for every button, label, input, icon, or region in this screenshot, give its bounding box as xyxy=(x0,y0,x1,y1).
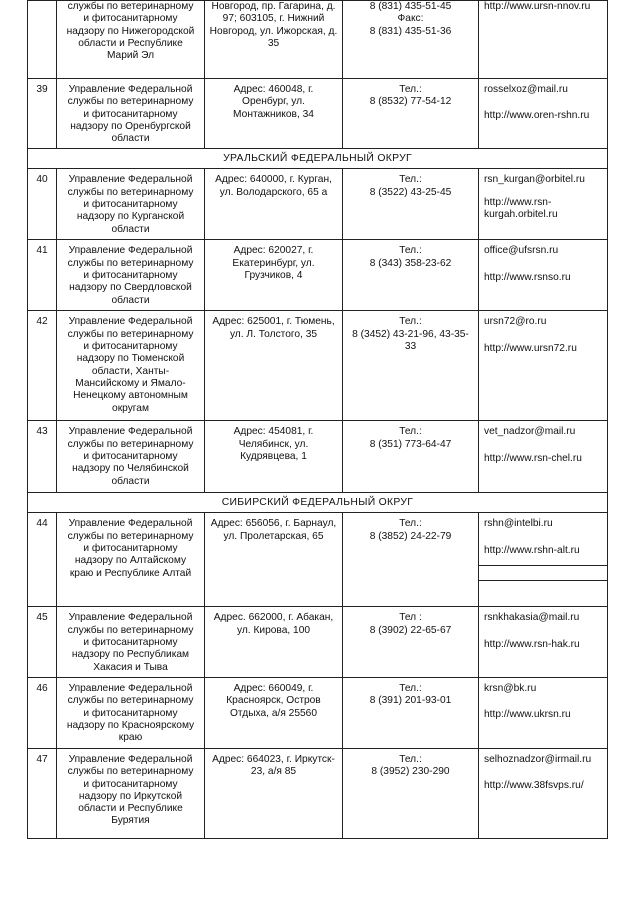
address-cell: Адрес: 664023, г. Иркутск- 23, а/я 85 xyxy=(205,748,343,838)
website-link[interactable]: http://www.rsnso.ru xyxy=(484,271,571,283)
phone-cell: Тел.: 8 (343) 358-23-62 xyxy=(343,240,479,311)
table-row xyxy=(28,311,608,421)
website-link[interactable]: http://www.38fsvps.ru/ xyxy=(484,780,584,792)
table-row xyxy=(28,421,608,493)
org-name-cell: Управление Федеральной службы по ветеринарному и фитосанитарному надзору по Свердловской области xyxy=(57,240,205,311)
website-link[interactable]: http://www.rshn-alt.ru xyxy=(484,544,580,556)
row-number: 39 xyxy=(28,79,57,149)
phone-cell: Тел.: 8 (3452) 43-21-96, 43-35- 33 xyxy=(343,311,479,421)
address-cell: Адрес: 656056, г. Барнаул, ул. Пролетарская, 65 xyxy=(205,513,343,607)
web-cell xyxy=(479,677,608,748)
email-link[interactable]: selhoznadzor@irmail.ru xyxy=(484,753,592,765)
org-name-cell: службы по ветеринарному и фитосанитарному надзору по Нижегородской области и Республике Марий Эл xyxy=(57,1,205,79)
website-link-line1[interactable]: http://www.rsn- xyxy=(484,196,552,208)
empty-subcell xyxy=(479,565,607,580)
address-cell: Адрес: 620027, г. Екатеринбург, ул. Грузчиков, 4 xyxy=(205,240,343,311)
web-cell xyxy=(479,311,608,421)
row-number: 42 xyxy=(28,311,57,421)
row-number: 47 xyxy=(28,748,57,838)
email-link[interactable]: rsnkhakasia@mail.ru xyxy=(484,612,580,624)
phone-cell: Тел.: 8 (351) 773-64-47 xyxy=(343,421,479,493)
address-cell: Адрес: 454081, г. Челябинск, ул. Кудрявцева, 1 xyxy=(205,421,343,493)
web-cell xyxy=(479,607,608,677)
website-link[interactable]: http://www.ukrsn.ru xyxy=(484,709,571,721)
email-link[interactable]: krsn@bk.ru xyxy=(484,682,537,694)
address-cell: Адрес: 640000, г. Курган, ул. Володарского, 65 а xyxy=(205,169,343,240)
email-link[interactable]: rsn_kurgan@orbitel.ru xyxy=(484,174,585,186)
org-name-cell: Управление Федеральной службы по ветеринарному и фитосанитарному надзору по Челябинской области xyxy=(57,421,205,493)
website-link-line2[interactable]: kurgah.orbitel.ru xyxy=(484,209,558,221)
email-link[interactable]: office@ufsrsn.ru xyxy=(484,245,559,257)
website-link[interactable]: http://www.rsn-hak.ru xyxy=(484,638,580,650)
table-row xyxy=(28,748,608,838)
website-link[interactable]: http://www.rsn-chel.ru xyxy=(484,452,582,464)
phone-cell: Тел.: 8 (3852) 24-22-79 xyxy=(343,513,479,607)
web-cell xyxy=(479,240,608,311)
table-row xyxy=(28,677,608,748)
address-cell: Адрес: 460048, г. Оренбург, ул. Монтажников, 34 xyxy=(205,79,343,149)
phone-cell: Тел.: 8 (8532) 77-54-12 xyxy=(343,79,479,149)
table-row xyxy=(28,169,608,240)
org-name-cell: Управление Федеральной службы по ветеринарному и фитосанитарному надзору по Республикам Хакасия и Тыва xyxy=(57,607,205,677)
web-cell xyxy=(479,421,608,493)
address-cell: Адрес: 625001, г. Тюмень, ул. Л. Толстого, 35 xyxy=(205,311,343,421)
table-row xyxy=(28,513,608,607)
address-cell: Адрес: 660049, г. Красноярск, Остров Отдыха, а/я 25560 xyxy=(205,677,343,748)
email-link[interactable]: rosselxoz@mail.ru xyxy=(484,84,568,95)
table-row xyxy=(28,79,608,149)
phone-cell: Тел.: 8 (3952) 230-290 xyxy=(343,748,479,838)
org-name-cell: Управление Федеральной службы по ветеринарному и фитосанитарному надзору по Тюменской области, Ханты- Мансийскому и Ямало- Ненецкому автономным округам xyxy=(57,311,205,421)
org-name-cell: Управление Федеральной службы по ветеринарному и фитосанитарному надзору по Курганской области xyxy=(57,169,205,240)
website-link[interactable]: http://www.ursn-nnov.ru xyxy=(484,1,591,12)
region-header-row xyxy=(28,493,608,513)
org-name-cell: Управление Федеральной службы по ветеринарному и фитосанитарному надзору по Оренбургской области xyxy=(57,79,205,149)
web-cell xyxy=(479,513,608,607)
region-header-row xyxy=(28,149,608,169)
row-number: 45 xyxy=(28,607,57,677)
email-link[interactable]: rshn@intelbi.ru xyxy=(484,518,553,530)
org-name-cell: Управление Федеральной службы по ветеринарному и фитосанитарному надзору по Красноярскому краю xyxy=(57,677,205,748)
phone-cell: Тел : 8 (3902) 22-65-67 xyxy=(343,607,479,677)
table-row xyxy=(28,240,608,311)
web-cell xyxy=(479,169,608,240)
table-row xyxy=(28,607,608,677)
document-page xyxy=(27,0,607,839)
row-number: 41 xyxy=(28,240,57,311)
row-number: 43 xyxy=(28,421,57,493)
org-name-cell: Управление Федеральной службы по ветеринарному и фитосанитарному надзору по Иркутской области и Республике Бурятия xyxy=(57,748,205,838)
row-number: 46 xyxy=(28,677,57,748)
region-title: УРАЛЬСКИЙ ФЕДЕРАЛЬНЫЙ ОКРУГ xyxy=(28,149,608,169)
table-row xyxy=(28,1,608,79)
phone-cell: 8 (831) 435-51-45 Факс: 8 (831) 435-51-36 xyxy=(343,1,479,79)
phone-cell: Тел.: 8 (391) 201-93-01 xyxy=(343,677,479,748)
contacts-table xyxy=(27,0,608,839)
address-cell: Новгород, пр. Гагарина, д. 97; 603105, г. Нижний Новгород, ул. Ижорская, д. 35 xyxy=(205,1,343,79)
website-link[interactable]: http://www.oren-rshn.ru xyxy=(484,110,590,122)
address-cell: Адрес. 662000, г. Абакан, ул. Кирова, 100 xyxy=(205,607,343,677)
email-link[interactable]: vet_nadzor@mail.ru xyxy=(484,426,576,438)
web-cell xyxy=(479,79,608,149)
web-cell xyxy=(479,1,608,79)
empty-subcell xyxy=(479,580,607,596)
row-number xyxy=(28,1,57,79)
region-title: СИБИРСКИЙ ФЕДЕРАЛЬНЫЙ ОКРУГ xyxy=(28,493,608,513)
row-number: 40 xyxy=(28,169,57,240)
phone-cell: Тел.: 8 (3522) 43-25-45 xyxy=(343,169,479,240)
email-link[interactable]: ursn72@ro.ru xyxy=(484,316,547,328)
web-cell xyxy=(479,748,608,838)
org-name-cell: Управление Федеральной службы по ветеринарному и фитосанитарному надзору по Алтайскому краю и Республике Алтай xyxy=(57,513,205,607)
website-link[interactable]: http://www.ursn72.ru xyxy=(484,342,577,354)
row-number: 44 xyxy=(28,513,57,607)
